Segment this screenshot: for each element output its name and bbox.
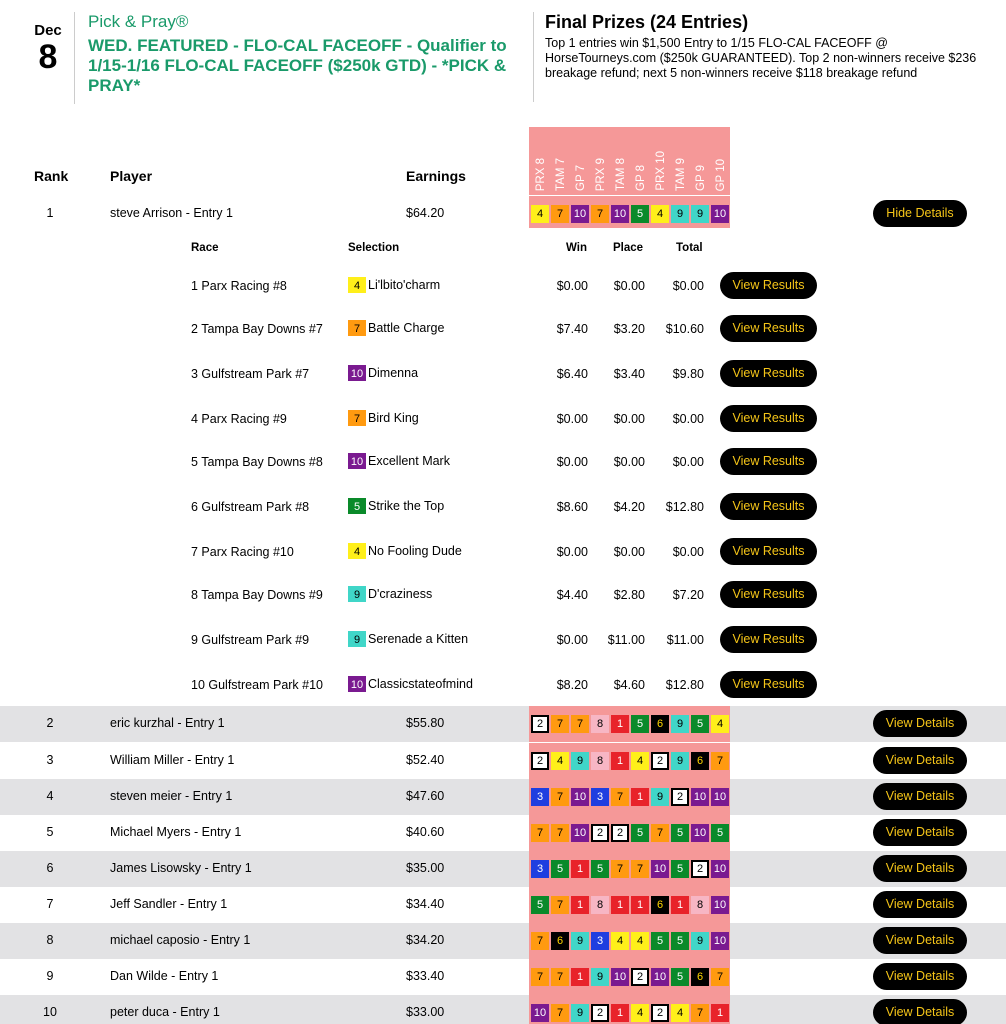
view-results-button[interactable]: View Results (720, 405, 817, 432)
pick-badge: 1 (631, 788, 649, 806)
details-row (0, 359, 1006, 389)
pick-badge: 5 (531, 896, 549, 914)
pick-badge: 1 (671, 896, 689, 914)
view-results-button[interactable]: View Results (720, 538, 817, 565)
details-selection (348, 631, 468, 647)
pick-badge: 10 (691, 824, 709, 842)
pick-badge: 1 (631, 896, 649, 914)
divider (533, 12, 534, 102)
details-race: 5 Tampa Bay Downs #8 (191, 455, 323, 469)
pick-badge: 10 (571, 205, 589, 223)
pick-badge: 4 (531, 205, 549, 223)
details-row (0, 271, 1006, 301)
entry-picks (531, 788, 729, 806)
selection-badge: 9 (348, 631, 366, 647)
view-results-button[interactable]: View Results (720, 626, 817, 653)
entry-rank: 8 (46, 933, 54, 947)
pick-badge: 4 (631, 1004, 649, 1022)
entry-picks (531, 824, 729, 842)
horse-name: Excellent Mark (368, 454, 450, 468)
race-column-headers (529, 127, 730, 195)
view-results-button[interactable]: View Results (720, 360, 817, 387)
table-row (0, 196, 1006, 232)
details-place: $0.00 (613, 545, 645, 559)
details-place: $4.60 (613, 678, 645, 692)
horse-name: Dimenna (368, 366, 419, 380)
details-row (0, 580, 1006, 610)
details-race: 4 Parx Racing #9 (191, 412, 287, 426)
details-win: $0.00 (556, 412, 588, 426)
entry-picks (531, 932, 729, 950)
race-column-label: PRX 9 (595, 157, 607, 191)
selection-badge: 10 (348, 453, 366, 469)
pick-badge: 2 (691, 860, 709, 878)
pick-badge: 10 (531, 1004, 549, 1022)
view-results-button[interactable]: View Results (720, 448, 817, 475)
pick-badge: 7 (551, 205, 569, 223)
details-win: $0.00 (556, 455, 588, 469)
details-race: 2 Tampa Bay Downs #7 (191, 322, 323, 336)
pick-badge: 2 (631, 968, 649, 986)
details-place: $0.00 (613, 279, 645, 293)
pick-badge: 2 (531, 752, 549, 770)
entry-player-name: William Miller - Entry 1 (110, 753, 235, 767)
details-place: $2.80 (613, 588, 645, 602)
pick-badge: 8 (591, 715, 609, 733)
pick-badge: 7 (551, 1004, 569, 1022)
details-win: $6.40 (556, 367, 588, 381)
pick-badge: 7 (551, 715, 569, 733)
event-day: 8 (38, 38, 58, 76)
pick-badge: 7 (591, 205, 609, 223)
pick-badge: 10 (651, 860, 669, 878)
divider (74, 12, 75, 104)
pick-badge: 6 (551, 932, 569, 950)
details-row (0, 492, 1006, 522)
pick-badge: 7 (711, 968, 729, 986)
pick-badge: 7 (651, 824, 669, 842)
pick-badge: 7 (551, 788, 569, 806)
details-selection (348, 365, 418, 381)
pick-badge: 10 (711, 788, 729, 806)
entry-player-name: James Lisowsky - Entry 1 (110, 861, 252, 875)
pick-badge: 5 (631, 824, 649, 842)
details-selection-header: Selection (348, 242, 400, 254)
pick-badge: 7 (611, 788, 629, 806)
view-details-button[interactable]: View Details (873, 891, 967, 918)
entry-player-name: Jeff Sandler - Entry 1 (110, 897, 228, 911)
prizes-title: Final Prizes (24 Entries) (545, 12, 749, 32)
race-column-label: TAM 7 (555, 157, 567, 191)
pick-badge: 7 (711, 752, 729, 770)
contest-title: WED. FEATURED - FLO-CAL FACEOFF - Qualifier to 1/15-1/16 FLO-CAL FACEOFF ($250k GTD) - *PICK & PRAY* (88, 36, 507, 95)
race-column-label: TAM 9 (675, 157, 687, 191)
table-row (0, 815, 1006, 851)
details-row (0, 537, 1006, 567)
horse-name: Li'lbito'charm (368, 278, 441, 292)
selection-badge: 4 (348, 277, 366, 293)
table-row (0, 851, 1006, 887)
pick-badge: 2 (591, 824, 609, 842)
entry-player-name: michael caposio - Entry 1 (110, 933, 251, 947)
pick-badge: 4 (671, 1004, 689, 1022)
pick-badge: 1 (711, 1004, 729, 1022)
table-row (0, 779, 1006, 815)
entry-rank: 10 (43, 1005, 57, 1019)
details-race: 3 Gulfstream Park #7 (191, 367, 310, 381)
prizes-description: Top 1 entries win $1,500 Entry to 1/15 FLO-CAL FACEOFF @ HorseTourneys.com ($250k GUARANTEED). Top 2 non-winners receive $236 breakage refund; next 5 non-winners receive $118 breakage refund (545, 36, 977, 80)
pick-badge: 7 (551, 968, 569, 986)
details-race: 10 Gulfstream Park #10 (191, 678, 324, 692)
selection-badge: 7 (348, 410, 366, 426)
entry-picks (531, 1004, 729, 1022)
race-column-label: GP 10 (715, 158, 727, 191)
details-selection (348, 586, 432, 602)
entry-player-name: peter duca - Entry 1 (110, 1005, 220, 1019)
pick-badge: 5 (671, 932, 689, 950)
details-row (0, 314, 1006, 344)
pick-badge: 6 (691, 968, 709, 986)
pick-badge: 1 (611, 715, 629, 733)
details-race: 8 Tampa Bay Downs #9 (191, 588, 323, 602)
rank-column-header: Rank (34, 168, 69, 184)
horse-name: No Fooling Dude (368, 544, 462, 558)
pick-badge: 1 (571, 896, 589, 914)
pick-badge: 4 (631, 932, 649, 950)
details-win: $0.00 (556, 545, 588, 559)
pick-badge: 9 (591, 968, 609, 986)
pick-badge: 10 (691, 788, 709, 806)
entry-earnings: $40.60 (406, 825, 445, 839)
details-race: 7 Parx Racing #10 (191, 545, 294, 559)
pick-badge: 10 (711, 932, 729, 950)
view-details-button[interactable]: View Details (873, 819, 967, 846)
view-results-button[interactable]: View Results (720, 272, 817, 299)
pick-badge: 9 (691, 205, 709, 223)
pick-badge: 3 (531, 788, 549, 806)
selection-badge: 10 (348, 676, 366, 692)
pick-badge: 9 (571, 1004, 589, 1022)
race-column-label: PRX 10 (655, 151, 667, 191)
details-total: $12.80 (665, 678, 704, 692)
pick-badge: 2 (611, 824, 629, 842)
race-column-label: PRX 8 (535, 157, 547, 191)
entry-rank: 2 (46, 716, 54, 730)
pick-badge: 7 (631, 860, 649, 878)
view-results-button[interactable]: View Results (720, 671, 817, 698)
details-win: $0.00 (556, 279, 588, 293)
details-win: $4.40 (556, 588, 588, 602)
race-column-label: GP 8 (635, 165, 647, 191)
pick-badge: 6 (651, 715, 669, 733)
entry-rank: 5 (46, 825, 54, 839)
selection-badge: 5 (348, 498, 366, 514)
pick-badge: 7 (551, 824, 569, 842)
race-column-label: TAM 8 (615, 157, 627, 191)
pick-badge: 9 (571, 932, 589, 950)
pick-badge: 9 (671, 752, 689, 770)
view-details-button[interactable]: View Details (873, 927, 967, 954)
details-total: $11.00 (666, 633, 704, 647)
details-race: 1 Parx Racing #8 (191, 279, 287, 293)
details-row (0, 625, 1006, 655)
entry-rank: 4 (46, 789, 54, 803)
pick-badge: 10 (571, 788, 589, 806)
pick-badge: 8 (691, 896, 709, 914)
pick-badge: 5 (631, 205, 649, 223)
pick-badge: 2 (671, 788, 689, 806)
entry-player-name: Michael Myers - Entry 1 (110, 825, 242, 839)
pick-badge: 5 (651, 932, 669, 950)
brand-name: Pick & Pray® (88, 12, 189, 31)
horse-name: Classicstateofmind (368, 677, 473, 691)
horse-name: Serenade a Kitten (368, 632, 469, 646)
table-row (0, 923, 1006, 959)
details-selection (348, 498, 444, 514)
pick-badge: 4 (651, 205, 669, 223)
view-details-button[interactable]: View Details (873, 999, 967, 1024)
pick-badge: 7 (611, 860, 629, 878)
entry-earnings: $34.40 (406, 897, 445, 911)
entry-earnings: $33.00 (406, 1005, 445, 1019)
pick-badge: 5 (671, 968, 689, 986)
pick-badge: 5 (671, 860, 689, 878)
pick-badge: 1 (571, 860, 589, 878)
pick-badge: 5 (551, 860, 569, 878)
entry-earnings: $52.40 (406, 753, 445, 767)
selection-badge: 9 (348, 586, 366, 602)
pick-badge: 10 (651, 968, 669, 986)
pick-badge: 5 (591, 860, 609, 878)
entry-player-name: eric kurzhal - Entry 1 (110, 716, 225, 730)
race-column-label: GP 7 (575, 165, 587, 191)
pick-badge: 6 (691, 752, 709, 770)
earnings-column-header: Earnings (406, 168, 466, 184)
pick-badge: 8 (591, 896, 609, 914)
pick-badge: 1 (611, 896, 629, 914)
entry-picks (531, 968, 729, 986)
pick-badge: 2 (531, 715, 549, 733)
details-place: $11.00 (607, 633, 645, 647)
details-win: $8.60 (556, 500, 588, 514)
entry-picks (531, 860, 729, 878)
horse-name: D'craziness (368, 587, 433, 601)
entry-earnings: $34.20 (406, 933, 445, 947)
entry-earnings: $33.40 (406, 969, 445, 983)
entry-picks (531, 715, 729, 733)
details-selection (348, 676, 473, 692)
details-place-header: Place (613, 242, 644, 254)
details-total-header: Total (676, 242, 703, 254)
pick-badge: 2 (591, 1004, 609, 1022)
pick-badge: 4 (711, 715, 729, 733)
entry-earnings: $55.80 (406, 716, 445, 730)
details-row (0, 670, 1006, 700)
view-details-button[interactable]: View Details (873, 747, 967, 774)
entry-picks (531, 752, 729, 770)
details-selection (348, 543, 462, 559)
player-column-header: Player (110, 168, 153, 184)
pick-badge: 5 (691, 715, 709, 733)
details-race-header: Race (191, 242, 219, 254)
details-selection (348, 320, 444, 336)
pick-badge: 7 (571, 715, 589, 733)
details-place: $0.00 (613, 455, 645, 469)
pick-badge: 1 (611, 1004, 629, 1022)
details-total: $12.80 (665, 500, 704, 514)
pick-badge: 4 (551, 752, 569, 770)
race-column-label: GP 9 (695, 165, 707, 191)
pick-badge: 10 (611, 968, 629, 986)
pick-badge: 10 (711, 896, 729, 914)
entry-rank: 6 (46, 861, 54, 875)
entry-picks (531, 896, 729, 914)
details-place: $4.20 (613, 500, 645, 514)
pick-badge: 9 (671, 205, 689, 223)
pick-badge: 1 (611, 752, 629, 770)
horse-name: Bird King (368, 411, 419, 425)
entry-rank: 1 (46, 206, 54, 220)
entry-earnings: $35.00 (406, 861, 445, 875)
pick-badge: 10 (611, 205, 629, 223)
details-total: $0.00 (672, 279, 704, 293)
pick-badge: 7 (531, 932, 549, 950)
details-win: $7.40 (556, 322, 588, 336)
details-row (0, 404, 1006, 434)
details-selection (348, 277, 440, 293)
selection-badge: 4 (348, 543, 366, 559)
pick-badge: 10 (571, 824, 589, 842)
view-details-button[interactable]: View Details (873, 963, 967, 990)
pick-badge: 3 (531, 860, 549, 878)
entry-player-name: steven meier - Entry 1 (110, 789, 233, 803)
details-row (0, 447, 1006, 477)
view-details-button[interactable]: View Details (873, 710, 967, 737)
details-place: $3.40 (613, 367, 645, 381)
table-row (0, 959, 1006, 995)
selection-badge: 10 (348, 365, 366, 381)
details-place: $0.00 (613, 412, 645, 426)
view-results-button[interactable]: View Results (720, 581, 817, 608)
pick-badge: 7 (691, 1004, 709, 1022)
entry-player-name: Dan Wilde - Entry 1 (110, 969, 219, 983)
pick-badge: 9 (671, 715, 689, 733)
details-selection (348, 453, 450, 469)
pick-badge: 9 (691, 932, 709, 950)
event-month: Dec (34, 22, 62, 39)
entry-player-name: steve Arrison - Entry 1 (110, 206, 233, 220)
entry-earnings: $64.20 (406, 206, 445, 220)
pick-badge: 1 (571, 968, 589, 986)
pick-badge: 2 (651, 752, 669, 770)
details-selection (348, 410, 419, 426)
entry-rank: 7 (46, 897, 54, 911)
view-results-button[interactable]: View Results (720, 493, 817, 520)
pick-badge: 5 (711, 824, 729, 842)
pick-badge: 8 (591, 752, 609, 770)
entry-earnings: $47.60 (406, 789, 445, 803)
pick-badge: 7 (531, 824, 549, 842)
pick-badge: 5 (631, 715, 649, 733)
hide-details-button[interactable]: Hide Details (873, 200, 967, 227)
details-total: $0.00 (672, 545, 704, 559)
horse-name: Battle Charge (368, 321, 445, 335)
pick-badge: 7 (531, 968, 549, 986)
pick-badge: 10 (711, 860, 729, 878)
selection-badge: 7 (348, 320, 366, 336)
pick-badge: 3 (591, 932, 609, 950)
entry-picks (531, 205, 729, 223)
pick-badge: 2 (651, 1004, 669, 1022)
table-row (0, 743, 1006, 779)
details-win: $0.00 (556, 633, 588, 647)
event-date (28, 22, 68, 75)
horse-name: Strike the Top (368, 499, 445, 513)
pick-badge: 9 (651, 788, 669, 806)
pick-badge: 5 (671, 824, 689, 842)
pick-badge: 7 (551, 896, 569, 914)
pick-badge: 9 (571, 752, 589, 770)
details-total: $7.20 (672, 588, 704, 602)
details-win: $8.20 (556, 678, 588, 692)
details-race: 9 Gulfstream Park #9 (191, 633, 310, 647)
table-row (0, 706, 1006, 742)
details-win-header: Win (566, 242, 587, 254)
pick-badge: 6 (651, 896, 669, 914)
details-total: $9.80 (672, 367, 704, 381)
entry-rank: 3 (46, 753, 54, 767)
details-place: $3.20 (613, 322, 645, 336)
entry-rank: 9 (46, 969, 54, 983)
pick-badge: 4 (611, 932, 629, 950)
pick-badge: 10 (711, 205, 729, 223)
view-details-button[interactable]: View Details (873, 783, 967, 810)
view-details-button[interactable]: View Details (873, 855, 967, 882)
pick-badge: 3 (591, 788, 609, 806)
table-row (0, 995, 1006, 1024)
view-results-button[interactable]: View Results (720, 315, 817, 342)
pick-badge: 4 (631, 752, 649, 770)
details-race: 6 Gulfstream Park #8 (191, 500, 310, 514)
details-total: $0.00 (672, 455, 704, 469)
details-total: $0.00 (672, 412, 704, 426)
table-row (0, 887, 1006, 923)
details-total: $10.60 (665, 322, 704, 336)
